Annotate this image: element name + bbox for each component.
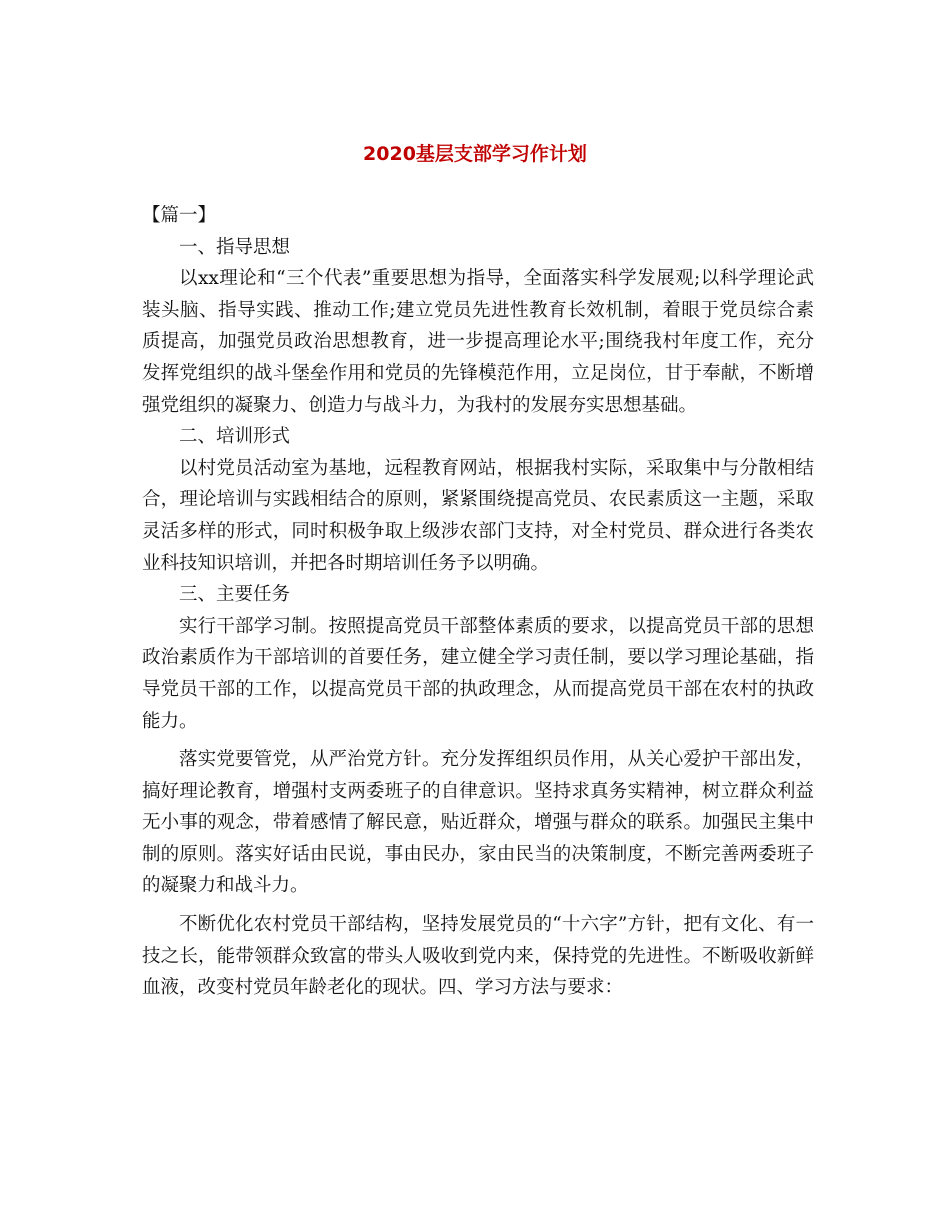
document-body <box>142 200 814 1004</box>
paragraph-main-tasks-2: 落实党要管党，从严治党方针。充分发挥组织员作用，从关心爱护干部出发，搞好理论教育，增强村支两委班子的自律意识。坚持求真务实精神，树立群众利益无小事的观念，带着感情了解民意，贴近群众，增强与群众的联系。加强民主集中制的原则。落实好话由民说，事由民办，家由民当的决策制度，不断完善两委班子的凝聚力和战斗力。 <box>142 749 814 897</box>
document-title: 2020基层支部学习作计划 <box>363 143 587 165</box>
paragraph-main-tasks-3: 不断优化农村党员干部结构，坚持发展党员的“十六字”方针，把有文化、有一技之长，能带领群众致富的带头人吸收到党内来，保持党的先进性。不断吸收新鲜血液，改变村党员年龄老化的现状。四、学习方法与要求： <box>142 914 814 999</box>
paragraph-main-tasks-1: 实行干部学习制。按照提高党员干部整体素质的要求，以提高党员干部的思想政治素质作为干部培训的首要任务，建立健全学习责任制，要以学习理论基础，指导党员干部的工作，以提高党员干部的执政理念，从而提高党员干部在农村的执政能力。 <box>142 615 814 732</box>
section-heading-main-tasks: 三、主要任务 <box>179 584 291 606</box>
part-label: 【篇一】 <box>142 205 217 226</box>
section-heading-training-form: 二、培训形式 <box>179 426 291 448</box>
paragraph-guiding-ideology: 以xx理论和“三个代表”重要思想为指导，全面落实科学发展观;以科学理论武装头脑、指导实践、推动工作;建立党员先进性教育长效机制，着眼于党员综合素质提高，加强党员政治思想教育，进一步提高理论水平;围绕我村年度工作，充分发挥党组织的战斗堡垒作用和党员的先锋模范作用，立足岗位，甘于奉献，不断增强党组织的凝聚力、创造力与战斗力，为我村的发展夯实思想基础。 <box>142 268 814 416</box>
section-heading-guiding-ideology: 一、指导思想 <box>179 236 291 258</box>
paragraph-training-form: 以村党员活动室为基地，远程教育网站，根据我村实际，采取集中与分散相结合，理论培训与实践相结合的原则，紧紧围绕提高党员、农民素质这一主题，采取灵活多样的形式，同时积极争取上级涉农部门支持，对全村党员、群众进行各类农业科技知识培训，并把各时期培训任务予以明确。 <box>142 457 814 574</box>
